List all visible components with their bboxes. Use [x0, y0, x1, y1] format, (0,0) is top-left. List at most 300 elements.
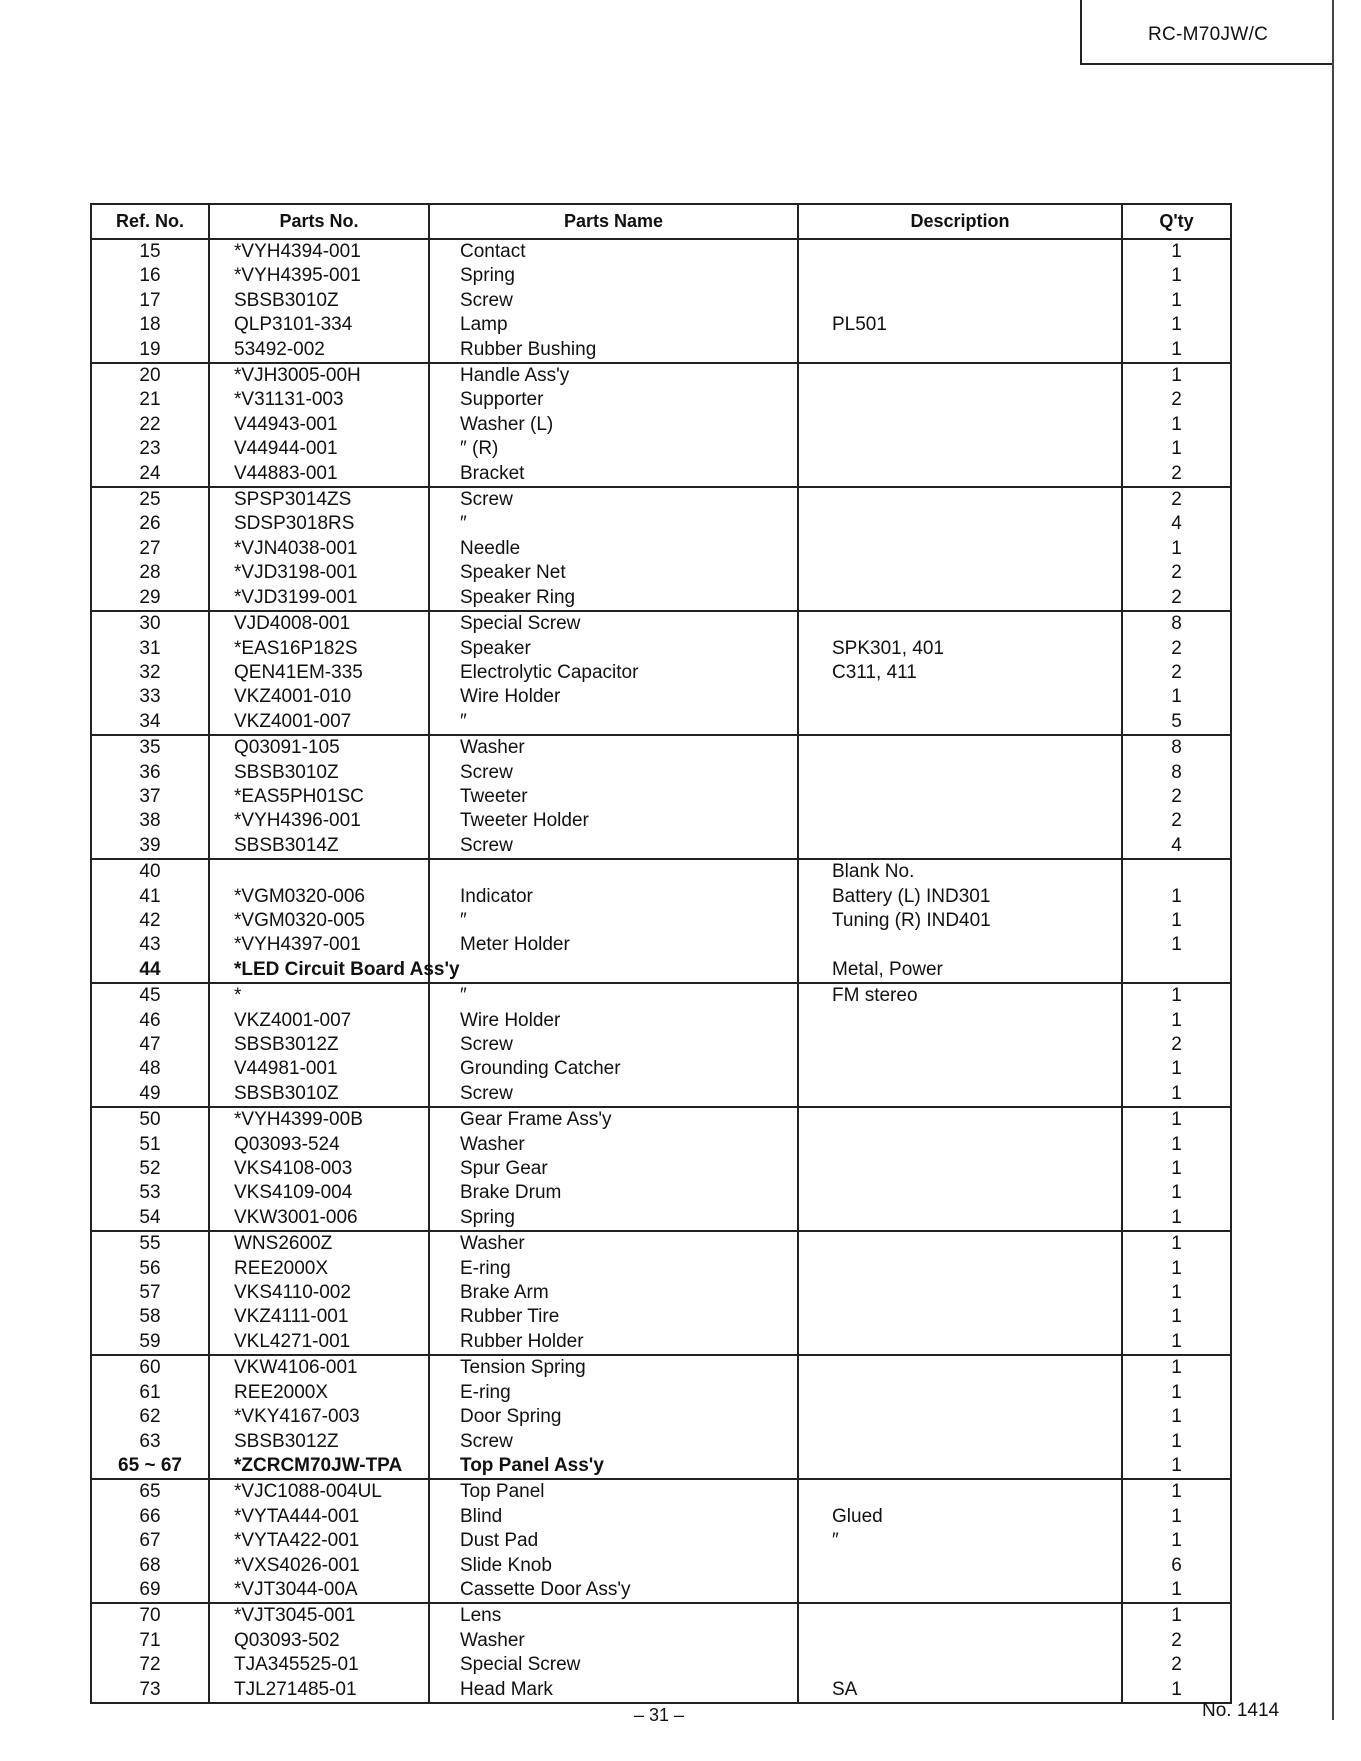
cell-ref: 53 — [91, 1181, 209, 1205]
cell-name: Washer (L) — [429, 413, 798, 437]
cell-ref: 26 — [91, 512, 209, 536]
cell-part: VKS4109-004 — [209, 1181, 429, 1205]
cell-part — [209, 859, 429, 884]
cell-part: *EAS16P182S — [209, 637, 429, 661]
cell-name: ″ (R) — [429, 437, 798, 461]
cell-ref: 25 — [91, 487, 209, 512]
cell-qty: 1 — [1122, 1181, 1231, 1205]
cell-desc — [798, 785, 1122, 809]
table-row — [91, 735, 1231, 760]
cell-qty: 1 — [1122, 1603, 1231, 1628]
cell-qty: 2 — [1122, 487, 1231, 512]
cell-name: ″ — [429, 983, 798, 1008]
table-row — [91, 1355, 1231, 1380]
cell-desc: FM stereo — [798, 983, 1122, 1008]
cell-desc — [798, 809, 1122, 833]
table-row — [91, 809, 1231, 833]
cell-name: Special Screw — [429, 611, 798, 636]
table-row — [91, 1330, 1231, 1355]
cell-desc — [798, 487, 1122, 512]
cell-ref: 35 — [91, 735, 209, 760]
cell-desc — [798, 512, 1122, 536]
cell-name: Gear Frame Ass'y — [429, 1107, 798, 1132]
table-row — [91, 1629, 1231, 1653]
cell-name: Top Panel — [429, 1479, 798, 1504]
col-header-qty: Q'ty — [1122, 204, 1231, 239]
table-row — [91, 313, 1231, 337]
cell-part: VJD4008-001 — [209, 611, 429, 636]
table-row — [91, 785, 1231, 809]
cell-part: SBSB3010Z — [209, 289, 429, 313]
cell-qty: 2 — [1122, 462, 1231, 487]
cell-name: Washer — [429, 735, 798, 760]
cell-part: *VJT3044-00A — [209, 1578, 429, 1603]
cell-part: SPSP3014ZS — [209, 487, 429, 512]
cell-name: Dust Pad — [429, 1529, 798, 1553]
cell-qty: 1 — [1122, 1157, 1231, 1181]
table-row — [91, 958, 1231, 983]
cell-desc — [798, 1206, 1122, 1231]
cell-desc — [798, 1057, 1122, 1081]
cell-part: *VYTA444-001 — [209, 1505, 429, 1529]
cell-qty: 1 — [1122, 1206, 1231, 1231]
cell-ref: 70 — [91, 1603, 209, 1628]
cell-name: Grounding Catcher — [429, 1057, 798, 1081]
cell-name: Tweeter — [429, 785, 798, 809]
cell-desc — [798, 586, 1122, 611]
cell-name: Door Spring — [429, 1405, 798, 1429]
cell-name: Head Mark — [429, 1678, 798, 1703]
table-row — [91, 413, 1231, 437]
cell-name: Cassette Door Ass'y — [429, 1578, 798, 1603]
cell-part: *VJN4038-001 — [209, 537, 429, 561]
cell-ref: 34 — [91, 710, 209, 735]
cell-desc — [798, 388, 1122, 412]
cell-part: *VYH4395-001 — [209, 264, 429, 288]
cell-qty: 1 — [1122, 1305, 1231, 1329]
cell-name: Spur Gear — [429, 1157, 798, 1181]
cell-name: Indicator — [429, 885, 798, 909]
col-header-parts-no: Parts No. — [209, 204, 429, 239]
cell-ref: 66 — [91, 1505, 209, 1529]
document-number: No. 1414 — [1202, 1700, 1280, 1721]
cell-name: ″ — [429, 512, 798, 536]
cell-qty: 1 — [1122, 1009, 1231, 1033]
table-row — [91, 1281, 1231, 1305]
table-row — [91, 264, 1231, 288]
cell-part: SBSB3014Z — [209, 834, 429, 859]
cell-desc — [798, 761, 1122, 785]
cell-part: VKS4110-002 — [209, 1281, 429, 1305]
cell-desc: Tuning (R) IND401 — [798, 909, 1122, 933]
cell-part: *VKY4167-003 — [209, 1405, 429, 1429]
table-row — [91, 710, 1231, 735]
table-row — [91, 1603, 1231, 1628]
cell-name: Screw — [429, 761, 798, 785]
cell-name: Brake Arm — [429, 1281, 798, 1305]
table-header-row — [91, 204, 1231, 239]
cell-qty: 1 — [1122, 1578, 1231, 1603]
cell-desc — [798, 1305, 1122, 1329]
cell-part: V44883-001 — [209, 462, 429, 487]
cell-name: Spring — [429, 1206, 798, 1231]
cell-desc — [798, 338, 1122, 363]
cell-qty: 1 — [1122, 1381, 1231, 1405]
table-row — [91, 909, 1231, 933]
table-row — [91, 338, 1231, 363]
cell-name: Needle — [429, 537, 798, 561]
model-label-box — [1080, 0, 1332, 65]
cell-ref: 51 — [91, 1133, 209, 1157]
cell-qty: 1 — [1122, 1479, 1231, 1504]
cell-ref: 27 — [91, 537, 209, 561]
cell-desc — [798, 1231, 1122, 1256]
cell-qty: 2 — [1122, 637, 1231, 661]
cell-qty: 2 — [1122, 661, 1231, 685]
cell-qty: 1 — [1122, 1281, 1231, 1305]
cell-part: SBSB3012Z — [209, 1430, 429, 1454]
cell-desc — [798, 1454, 1122, 1479]
cell-part: VKZ4001-007 — [209, 1009, 429, 1033]
cell-ref: 21 — [91, 388, 209, 412]
cell-name: Speaker — [429, 637, 798, 661]
col-header-parts-name: Parts Name — [429, 204, 798, 239]
cell-desc — [798, 1381, 1122, 1405]
cell-part: *VJD3199-001 — [209, 586, 429, 611]
cell-qty: 1 — [1122, 338, 1231, 363]
cell-part: *VXS4026-001 — [209, 1554, 429, 1578]
table-row — [91, 1057, 1231, 1081]
cell-qty: 4 — [1122, 512, 1231, 536]
cell-ref: 56 — [91, 1257, 209, 1281]
cell-name: Bracket — [429, 462, 798, 487]
page-edge-line — [1332, 0, 1334, 1720]
cell-desc — [798, 1157, 1122, 1181]
cell-qty: 1 — [1122, 933, 1231, 957]
cell-ref: 55 — [91, 1231, 209, 1256]
cell-desc — [798, 289, 1122, 313]
cell-desc — [798, 1355, 1122, 1380]
cell-desc — [798, 1405, 1122, 1429]
cell-desc — [798, 1479, 1122, 1504]
cell-desc — [798, 363, 1122, 388]
cell-ref: 72 — [91, 1653, 209, 1677]
cell-part: WNS2600Z — [209, 1231, 429, 1256]
cell-qty: 1 — [1122, 1257, 1231, 1281]
cell-qty: 1 — [1122, 909, 1231, 933]
cell-name: Meter Holder — [429, 933, 798, 957]
cell-desc: SA — [798, 1678, 1122, 1703]
cell-qty: 1 — [1122, 1454, 1231, 1479]
cell-ref: 37 — [91, 785, 209, 809]
cell-desc — [798, 933, 1122, 957]
cell-qty: 2 — [1122, 1033, 1231, 1057]
cell-part: *EAS5PH01SC — [209, 785, 429, 809]
table-row — [91, 859, 1231, 884]
cell-part: *VYTA422-001 — [209, 1529, 429, 1553]
cell-part: *VJD3198-001 — [209, 561, 429, 585]
cell-part: *VGM0320-006 — [209, 885, 429, 909]
table-row — [91, 1653, 1231, 1677]
cell-name: Rubber Bushing — [429, 338, 798, 363]
cell-name: ″ — [429, 710, 798, 735]
cell-ref: 45 — [91, 983, 209, 1008]
table-row — [91, 1033, 1231, 1057]
table-row — [91, 1206, 1231, 1231]
cell-qty: 1 — [1122, 1107, 1231, 1132]
cell-ref: 57 — [91, 1281, 209, 1305]
cell-part: V44944-001 — [209, 437, 429, 461]
page-number: – 31 – — [634, 1705, 685, 1725]
table-row — [91, 586, 1231, 611]
cell-ref: 69 — [91, 1578, 209, 1603]
cell-name: Spring — [429, 264, 798, 288]
table-row — [91, 637, 1231, 661]
cell-ref: 46 — [91, 1009, 209, 1033]
cell-name: Washer — [429, 1629, 798, 1653]
cell-qty: 1 — [1122, 289, 1231, 313]
cell-ref: 30 — [91, 611, 209, 636]
cell-qty: 1 — [1122, 363, 1231, 388]
cell-part: *VJH3005-00H — [209, 363, 429, 388]
cell-qty: 1 — [1122, 1505, 1231, 1529]
cell-name: Screw — [429, 834, 798, 859]
cell-qty: 1 — [1122, 1133, 1231, 1157]
cell-qty: 1 — [1122, 1678, 1231, 1703]
cell-ref: 60 — [91, 1355, 209, 1380]
cell-desc — [798, 462, 1122, 487]
table-row — [91, 1157, 1231, 1181]
cell-ref: 59 — [91, 1330, 209, 1355]
cell-part: Q03091-105 — [209, 735, 429, 760]
table-row — [91, 983, 1231, 1008]
cell-desc — [798, 437, 1122, 461]
cell-ref: 44 — [91, 958, 209, 983]
cell-part: *LED Circuit Board Ass'y — [209, 958, 429, 983]
cell-name: Electrolytic Capacitor — [429, 661, 798, 685]
cell-name: Tweeter Holder — [429, 809, 798, 833]
cell-ref: 63 — [91, 1430, 209, 1454]
cell-desc — [798, 561, 1122, 585]
cell-desc — [798, 1009, 1122, 1033]
table-row — [91, 1009, 1231, 1033]
table-row — [91, 685, 1231, 709]
cell-qty: 2 — [1122, 785, 1231, 809]
cell-name: Brake Drum — [429, 1181, 798, 1205]
cell-qty: 2 — [1122, 1653, 1231, 1677]
cell-part: REE2000X — [209, 1257, 429, 1281]
cell-desc — [798, 685, 1122, 709]
cell-qty — [1122, 958, 1231, 983]
cell-ref: 20 — [91, 363, 209, 388]
cell-ref: 16 — [91, 264, 209, 288]
cell-desc — [798, 710, 1122, 735]
cell-ref: 28 — [91, 561, 209, 585]
cell-name: Slide Knob — [429, 1554, 798, 1578]
cell-ref: 49 — [91, 1082, 209, 1107]
cell-part: VKZ4001-007 — [209, 710, 429, 735]
table-row — [91, 1107, 1231, 1132]
cell-desc: Battery (L) IND301 — [798, 885, 1122, 909]
cell-desc — [798, 1257, 1122, 1281]
cell-ref: 58 — [91, 1305, 209, 1329]
cell-qty: 1 — [1122, 1057, 1231, 1081]
cell-name — [429, 958, 798, 983]
cell-name: E-ring — [429, 1257, 798, 1281]
cell-part: VKW4106-001 — [209, 1355, 429, 1380]
cell-qty: 8 — [1122, 735, 1231, 760]
cell-ref: 23 — [91, 437, 209, 461]
col-header-description: Description — [798, 204, 1122, 239]
cell-part: *ZCRCM70JW-TPA — [209, 1454, 429, 1479]
table-row — [91, 1529, 1231, 1553]
cell-part: *VJC1088-004UL — [209, 1479, 429, 1504]
table-row — [91, 1257, 1231, 1281]
cell-ref: 65 ~ 67 — [91, 1454, 209, 1479]
cell-part: *VGM0320-005 — [209, 909, 429, 933]
table-row — [91, 363, 1231, 388]
cell-ref: 19 — [91, 338, 209, 363]
cell-ref: 61 — [91, 1381, 209, 1405]
cell-qty: 1 — [1122, 983, 1231, 1008]
cell-desc — [798, 264, 1122, 288]
table-row — [91, 561, 1231, 585]
cell-part: *VYH4397-001 — [209, 933, 429, 957]
cell-desc: Glued — [798, 1505, 1122, 1529]
cell-desc — [798, 1653, 1122, 1677]
cell-part: VKL4271-001 — [209, 1330, 429, 1355]
cell-name: Wire Holder — [429, 1009, 798, 1033]
cell-ref: 18 — [91, 313, 209, 337]
cell-ref: 41 — [91, 885, 209, 909]
cell-qty — [1122, 859, 1231, 884]
cell-part: SBSB3012Z — [209, 1033, 429, 1057]
table-row — [91, 933, 1231, 957]
cell-ref: 42 — [91, 909, 209, 933]
cell-name: Speaker Net — [429, 561, 798, 585]
table-row — [91, 611, 1231, 636]
cell-desc — [798, 239, 1122, 264]
cell-part: VKS4108-003 — [209, 1157, 429, 1181]
cell-desc — [798, 413, 1122, 437]
cell-ref: 40 — [91, 859, 209, 884]
cell-qty: 1 — [1122, 537, 1231, 561]
cell-name — [429, 859, 798, 884]
cell-ref: 39 — [91, 834, 209, 859]
cell-part: TJA345525-01 — [209, 1653, 429, 1677]
cell-desc: Metal, Power — [798, 958, 1122, 983]
cell-qty: 8 — [1122, 611, 1231, 636]
table-row — [91, 1678, 1231, 1703]
table-row — [91, 1082, 1231, 1107]
cell-name: Screw — [429, 289, 798, 313]
cell-part: *VJT3045-001 — [209, 1603, 429, 1628]
cell-ref: 73 — [91, 1678, 209, 1703]
cell-part: *VYH4396-001 — [209, 809, 429, 833]
cell-ref: 47 — [91, 1033, 209, 1057]
cell-name: Rubber Holder — [429, 1330, 798, 1355]
cell-ref: 15 — [91, 239, 209, 264]
cell-name: Tension Spring — [429, 1355, 798, 1380]
cell-part: QEN41EM-335 — [209, 661, 429, 685]
cell-name: Supporter — [429, 388, 798, 412]
cell-desc — [798, 1603, 1122, 1628]
cell-ref: 31 — [91, 637, 209, 661]
cell-desc — [798, 1330, 1122, 1355]
cell-qty: 1 — [1122, 313, 1231, 337]
cell-qty: 2 — [1122, 1629, 1231, 1653]
cell-desc — [798, 834, 1122, 859]
cell-part: QLP3101-334 — [209, 313, 429, 337]
cell-desc — [798, 537, 1122, 561]
cell-desc — [798, 1281, 1122, 1305]
cell-desc: PL501 — [798, 313, 1122, 337]
table-row — [91, 661, 1231, 685]
cell-qty: 1 — [1122, 437, 1231, 461]
cell-qty: 2 — [1122, 561, 1231, 585]
cell-desc — [798, 1082, 1122, 1107]
cell-ref: 65 — [91, 1479, 209, 1504]
cell-part: * — [209, 983, 429, 1008]
cell-ref: 43 — [91, 933, 209, 957]
table-row — [91, 1505, 1231, 1529]
table-row — [91, 1231, 1231, 1256]
cell-part: *VYH4399-00B — [209, 1107, 429, 1132]
cell-qty: 5 — [1122, 710, 1231, 735]
table-row — [91, 885, 1231, 909]
table-row — [91, 437, 1231, 461]
cell-part: VKZ4001-010 — [209, 685, 429, 709]
cell-ref: 38 — [91, 809, 209, 833]
cell-qty: 1 — [1122, 1405, 1231, 1429]
table-row — [91, 1554, 1231, 1578]
cell-part: REE2000X — [209, 1381, 429, 1405]
cell-name: Screw — [429, 1033, 798, 1057]
cell-qty: 1 — [1122, 685, 1231, 709]
cell-desc — [798, 611, 1122, 636]
cell-part: SDSP3018RS — [209, 512, 429, 536]
cell-ref: 54 — [91, 1206, 209, 1231]
cell-ref: 22 — [91, 413, 209, 437]
cell-part: SBSB3010Z — [209, 761, 429, 785]
cell-ref: 67 — [91, 1529, 209, 1553]
cell-desc: Blank No. — [798, 859, 1122, 884]
cell-qty: 1 — [1122, 1330, 1231, 1355]
table-row — [91, 1578, 1231, 1603]
cell-part: Q03093-502 — [209, 1629, 429, 1653]
cell-name: Special Screw — [429, 1653, 798, 1677]
cell-qty: 1 — [1122, 1529, 1231, 1553]
cell-name: Speaker Ring — [429, 586, 798, 611]
cell-qty: 1 — [1122, 239, 1231, 264]
cell-part: V44981-001 — [209, 1057, 429, 1081]
cell-ref: 17 — [91, 289, 209, 313]
cell-desc — [798, 1033, 1122, 1057]
cell-qty: 2 — [1122, 388, 1231, 412]
cell-ref: 32 — [91, 661, 209, 685]
cell-name: Contact — [429, 239, 798, 264]
cell-part: *V31131-003 — [209, 388, 429, 412]
cell-name: E-ring — [429, 1381, 798, 1405]
cell-qty: 1 — [1122, 413, 1231, 437]
cell-qty: 2 — [1122, 586, 1231, 611]
cell-ref: 36 — [91, 761, 209, 785]
cell-desc: ″ — [798, 1529, 1122, 1553]
cell-ref: 24 — [91, 462, 209, 487]
cell-part: *VYH4394-001 — [209, 239, 429, 264]
table-row — [91, 512, 1231, 536]
table-row — [91, 1305, 1231, 1329]
